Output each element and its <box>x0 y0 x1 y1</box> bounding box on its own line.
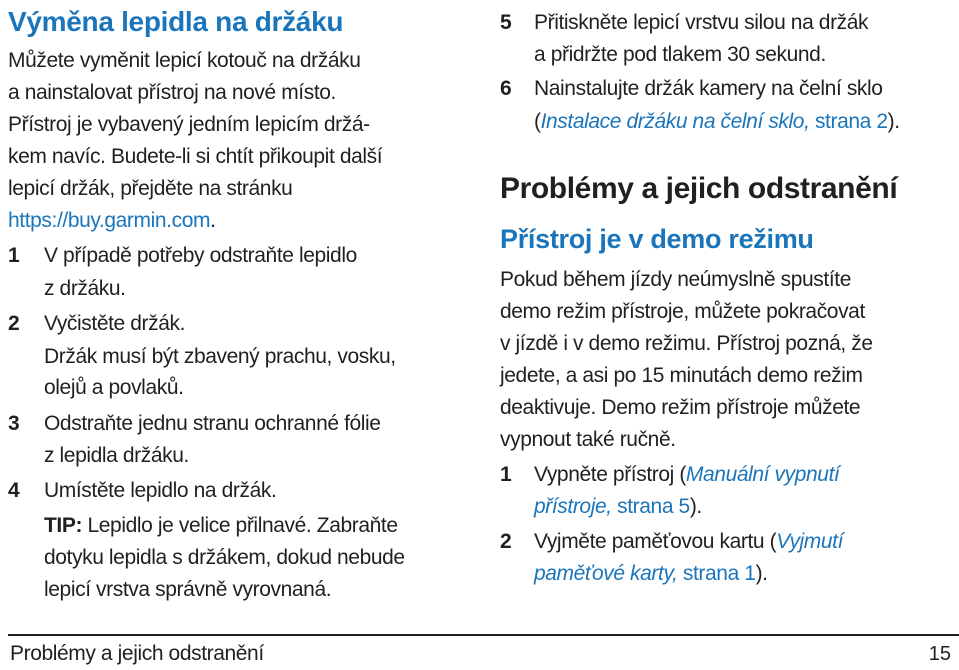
footer-divider <box>8 634 959 636</box>
step-number: 6 <box>500 77 512 100</box>
garmin-buy-link[interactable]: https://buy.garmin.com <box>8 209 211 232</box>
paragraph-line: v jízdě i v demo režimu. Přístroj pozná, že <box>500 332 873 355</box>
footer-section-title: Problémy a jejich odstranění <box>10 642 264 665</box>
intro-line: Přístroj je vybavený jedním lepicím držá- <box>8 113 370 136</box>
xref-page[interactable]: strana 1 <box>677 562 756 585</box>
step-number: 4 <box>8 479 20 502</box>
page-number: 15 <box>928 643 951 665</box>
step-number: 2 <box>8 312 20 335</box>
section-heading-adhesive: Výměna lepidla na držáku <box>8 6 344 37</box>
xref-page[interactable]: strana 2 <box>809 110 888 133</box>
paragraph-line: vypnout také ručně. <box>500 428 676 451</box>
step-number: 1 <box>500 463 512 486</box>
tip-line-3: lepicí vrstva správně vyrovnaná. <box>44 578 332 601</box>
step-2-line-2: Držák musí být zbavený prachu, vosku, <box>44 345 396 368</box>
step-number: 1 <box>8 244 20 267</box>
intro-line: lepicí držák, přejděte na stránku <box>8 177 293 200</box>
step-5-line-2: a přidržte pod tlakem 30 sekund. <box>534 43 826 66</box>
xref-page[interactable]: strana 5 <box>611 495 690 518</box>
step-number: 3 <box>8 412 20 435</box>
paragraph-line: jedete, a asi po 15 minutách demo režim <box>500 364 863 387</box>
section-heading-troubleshooting: Problémy a jejich odstranění <box>500 172 898 205</box>
step-1-line-2: z držáku. <box>44 277 126 300</box>
step-number: 5 <box>500 11 512 34</box>
step-6-line-2: (Instalace držáku na čelní sklo, strana 2). <box>534 110 900 133</box>
intro-line: a nainstalovat přístroj na nové místo. <box>8 81 336 104</box>
paragraph-line: Pokud během jízdy neúmyslně spustíte <box>500 268 851 291</box>
paragraph-line: demo režim přístroje, můžete pokračovat <box>500 300 865 323</box>
tip-line-1: TIP: Lepidlo je velice přilnavé. Zabraňte <box>44 514 398 537</box>
demo-step-1-line-2: přístroje, strana 5). <box>534 495 702 518</box>
tip-line-2: dotyku lepidla s držákem, dokud nebude <box>44 546 405 569</box>
intro-line: kem navíc. Budete-li si chtít přikoupit další <box>8 145 383 168</box>
tip-label: TIP: <box>44 514 83 537</box>
step-2-line-3: olejů a povlaků. <box>44 376 184 399</box>
demo-step-2-line-2: paměťové karty, strana 1). <box>534 562 768 585</box>
paragraph-line: deaktivuje. Demo režim přístroje můžete <box>500 396 861 419</box>
intro-link-line: https://buy.garmin.com. <box>8 209 216 232</box>
step-number: 2 <box>500 530 512 553</box>
xref-install-mount[interactable]: Instalace držáku na čelní sklo, <box>540 110 810 133</box>
subheading-demo-mode: Přístroj je v demo režimu <box>500 224 814 254</box>
xref-remove-card[interactable]: Vyjmutí <box>776 530 844 553</box>
step-3-line-2: z lepidla držáku. <box>44 444 189 467</box>
intro-line: Můžete vyměnit lepicí kotouč na držáku <box>8 49 361 72</box>
xref-manual-shutdown[interactable]: Manuální vypnutí <box>685 463 840 486</box>
